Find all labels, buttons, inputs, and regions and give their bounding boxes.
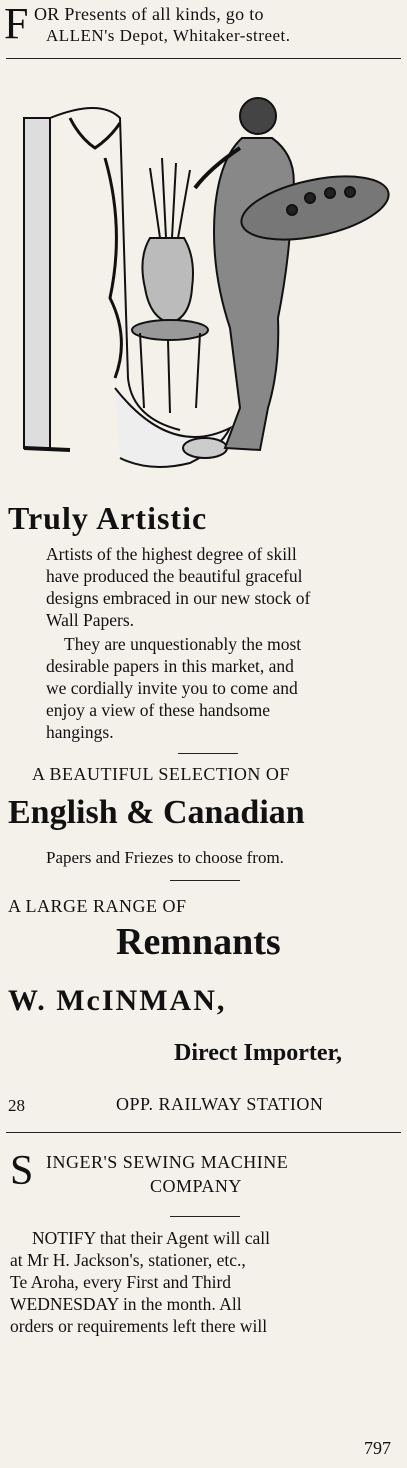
singer-body-line: at Mr H. Jackson's, stationer, etc., xyxy=(10,1250,246,1270)
singer-dropcap: S xyxy=(10,1148,34,1194)
ad-number: 28 xyxy=(8,1096,25,1115)
range-line: A LARGE RANGE OF xyxy=(8,896,187,916)
remnants-line: Remnants xyxy=(116,921,281,963)
para2-line: desirable papers in this market, and xyxy=(46,656,294,676)
para1-line: designs embraced in our new stock of xyxy=(46,588,311,608)
headline: Truly Artistic xyxy=(8,500,208,536)
para2-line: we cordially invite you to come and xyxy=(46,678,298,698)
singer-ad-number: 797 xyxy=(364,1438,391,1458)
para1-line: have produced the beautiful graceful xyxy=(46,566,303,586)
presents-line2: ALLEN's Depot, Whitaker-street. xyxy=(46,26,291,45)
presents-line1: OR Presents of all kinds, go to xyxy=(34,4,264,24)
singer-body-line: orders or requirements left there will xyxy=(10,1316,268,1336)
divider xyxy=(6,1132,401,1133)
singer-body-line: NOTIFY that their Agent will call xyxy=(32,1228,270,1248)
para1-line: Artists of the highest degree of skill xyxy=(46,544,297,564)
para1-line: Wall Papers. xyxy=(46,610,135,630)
singer-title-line2: COMPANY xyxy=(150,1176,242,1196)
divider xyxy=(178,753,238,754)
presents-dropcap: F xyxy=(4,0,29,48)
para2-line: hangings. xyxy=(46,722,114,742)
merchant-role: Direct Importer, xyxy=(174,1040,342,1066)
selection-line: A BEAUTIFUL SELECTION OF xyxy=(32,764,290,784)
para2-line: They are unquestionably the most xyxy=(64,634,302,654)
origin-line: English & Canadian xyxy=(8,794,305,831)
divider xyxy=(170,1216,240,1217)
divider xyxy=(170,880,240,881)
singer-title-line1: INGER'S SEWING MACHINE xyxy=(46,1152,289,1172)
singer-body-line: WEDNESDAY in the month. All xyxy=(10,1294,242,1314)
singer-body-line: Te Aroha, every First and Third xyxy=(10,1272,232,1292)
merchant-name: W. McINMAN, xyxy=(8,984,227,1017)
location-line: OPP. RAILWAY STATION xyxy=(116,1094,324,1114)
artist-illustration-icon xyxy=(10,78,395,478)
papers-line: Papers and Friezes to choose from. xyxy=(46,848,284,867)
divider xyxy=(6,58,401,59)
para2-line: enjoy a view of these handsome xyxy=(46,700,271,720)
